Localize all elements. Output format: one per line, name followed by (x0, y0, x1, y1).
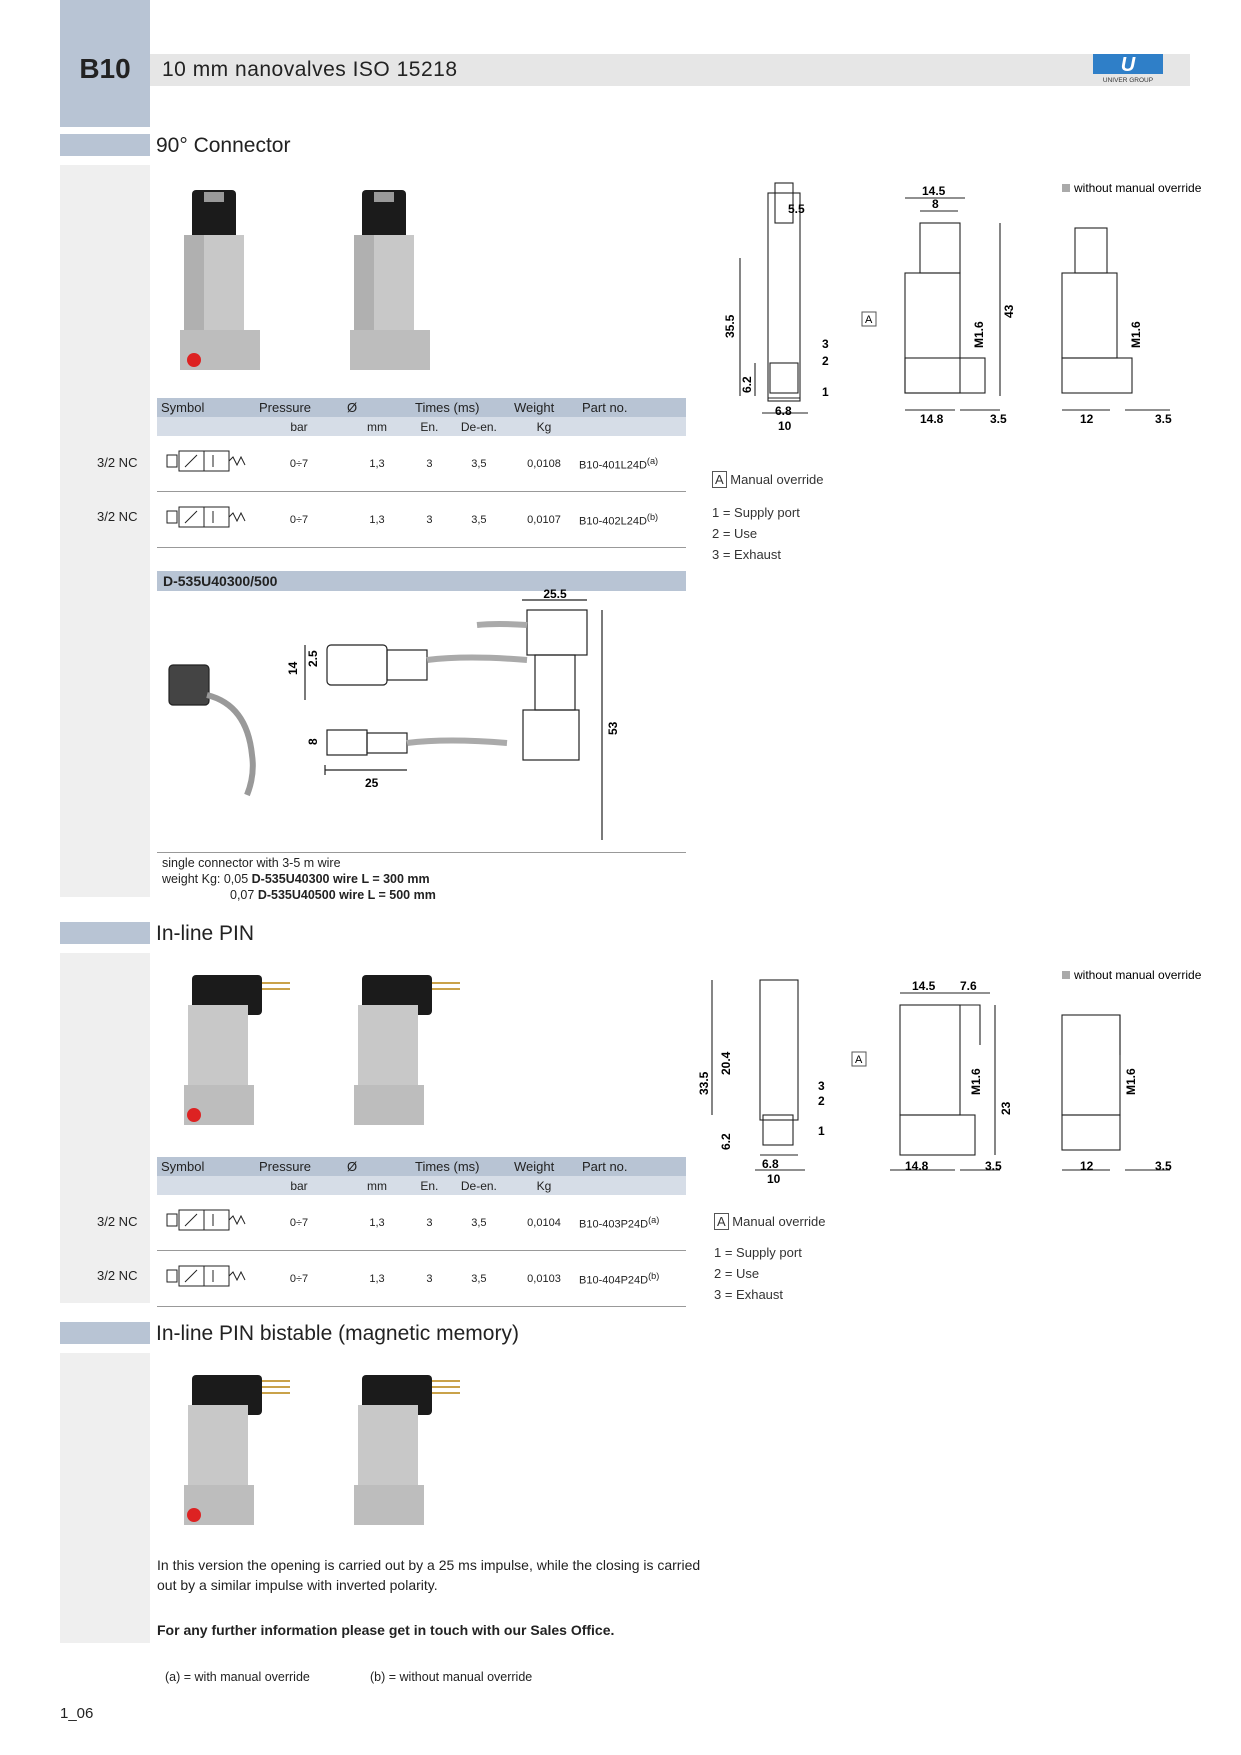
legend-supply: 1 = Supply port (712, 505, 800, 520)
bistable-description: In this version the opening is carried out by a 25 ms impulse, while the closing is carried out by a similar impulse with inverted polarity. (157, 1557, 701, 1593)
legend-use: 2 = Use (714, 1266, 760, 1281)
svg-text:33.5: 33.5 (697, 1071, 711, 1095)
col-diameter: Ø (343, 398, 411, 417)
section-3-sidebar (60, 1353, 150, 1643)
diameter-value: 1,3 (343, 436, 411, 492)
table-row: 0÷7 1,3 3 3,5 0,0103 $B10-404P24D^{(b)}$ (157, 1251, 686, 1307)
dim-2-5: 2.5 (306, 650, 320, 667)
svg-text:6.8: 6.8 (762, 1157, 779, 1171)
svg-text:14.5: 14.5 (922, 184, 946, 198)
sub-kg: Kg (510, 417, 578, 436)
svg-text:1: 1 (818, 1124, 825, 1138)
svg-text:5.5: 5.5 (788, 202, 805, 216)
col-part: Part no. (578, 398, 686, 417)
valve-photo-bistable (180, 1365, 480, 1535)
col-times: Times (ms) (411, 398, 510, 417)
part-no: $B10-404P24D^{(b)}$ (578, 1251, 686, 1307)
without-override-label: without manual override (1074, 181, 1202, 195)
svg-text:2: 2 (822, 354, 829, 368)
diameter-value: 1,3 (343, 492, 411, 548)
sub-mm: mm (343, 417, 411, 436)
svg-text:M1.6: M1.6 (1129, 321, 1143, 348)
svg-text:12: 12 (1080, 412, 1094, 426)
svg-text:3: 3 (818, 1079, 825, 1093)
legend-supply: 1 = Supply port (714, 1245, 802, 1260)
section-code-tab (60, 0, 150, 127)
sub-deen: De-en. (448, 417, 510, 436)
section-tab-2 (60, 922, 150, 944)
dimension-drawing-inline-pin (697, 965, 1202, 1186)
connector-note: single connector with 3-5 m wire (162, 856, 341, 870)
table-row (157, 492, 686, 548)
svg-text:3.5: 3.5 (1155, 412, 1172, 426)
svg-text:20.4: 20.4 (719, 1051, 733, 1075)
svg-text:14.5: 14.5 (912, 979, 936, 993)
page-number: 1_06 (60, 1705, 94, 1722)
pressure-value: 0÷7 (255, 492, 343, 548)
deen-value: 3,5 (448, 436, 510, 492)
svg-text:6.2: 6.2 (740, 376, 754, 393)
svg-text:23: 23 (999, 1101, 1013, 1115)
legend-use: 2 = Use (712, 526, 758, 541)
en-value: 3 (411, 492, 448, 548)
svg-text:without manual override: without manual override (1074, 968, 1202, 982)
connector-weight-1: weight Kg: 0,05 D-535U40300 wire L = 300 mm (162, 872, 430, 886)
table-row: 0÷7 1,3 3 3,5 0,0104 $B10-403P24D^{(a)}$ (157, 1195, 686, 1251)
svg-text:14.8: 14.8 (905, 1159, 929, 1173)
valve-symbol-icon (157, 1251, 255, 1307)
svg-text:12: 12 (1080, 1159, 1094, 1173)
manual-override-label: A Manual override (714, 1214, 826, 1229)
svg-text:M1.6: M1.6 (972, 321, 986, 348)
logo-text: UNIVER GROUP (1102, 77, 1154, 84)
section-tab-3 (60, 1322, 150, 1344)
col-pressure: Pressure (255, 398, 343, 417)
connector-drawing (157, 587, 686, 845)
svg-text:A: A (865, 314, 873, 326)
sub-en: En. (411, 417, 448, 436)
en-value: 3 (411, 436, 448, 492)
svg-text:3.5: 3.5 (1155, 1159, 1172, 1173)
divider (157, 852, 686, 853)
svg-text:10: 10 (778, 419, 792, 433)
section-2-sidebar (60, 953, 150, 1303)
connector-weight-2: 0,07 D-535U40500 wire L = 500 mm (230, 888, 436, 902)
sub-bar: bar (255, 417, 343, 436)
row-label: 3/2 NC (97, 1214, 138, 1229)
valve-symbol-icon (157, 492, 255, 548)
svg-text:1: 1 (822, 385, 829, 399)
dim-53: 53 (606, 721, 620, 735)
svg-text:35.5: 35.5 (723, 314, 737, 338)
row-label: 3/2 NC (97, 1268, 138, 1283)
svg-text:6.2: 6.2 (719, 1133, 733, 1150)
svg-text:3.5: 3.5 (985, 1159, 1002, 1173)
valve-symbol-icon (157, 1195, 255, 1251)
dimension-drawing-90-connector (700, 178, 1202, 433)
valve-photo-inline-pin (180, 965, 480, 1135)
dim-25-5: 25.5 (543, 587, 567, 601)
svg-text:2: 2 (818, 1094, 825, 1108)
dim-8: 8 (306, 738, 320, 745)
weight-value: 0,0108 (510, 436, 578, 492)
svg-text:7.6: 7.6 (960, 979, 977, 993)
table-row (157, 436, 686, 492)
section-title-bistable: In-line PIN bistable (magnetic memory) (156, 1322, 519, 1345)
section-code: B10 (79, 52, 131, 84)
svg-text:M1.6: M1.6 (1124, 1068, 1138, 1095)
svg-text:8: 8 (932, 197, 939, 211)
spec-table-inline-pin: Symbol Pressure Ø Times (ms) Weight Part no. bar mm En. De-en. Kg 0÷7 1,3 3 3,5 0,0104 $B10-403P24D^{(a)}$ 0÷7 1,3 3 3,5 0,0103 $B10-404P24D^{(b)}$ (157, 1157, 686, 1307)
section-title-inline-pin: In-line PIN (156, 922, 255, 945)
section-title-90-connector: 90° Connector (156, 134, 291, 157)
part-no: $B10-403P24D^{(a)}$ (578, 1195, 686, 1251)
svg-text:A: A (855, 1054, 863, 1066)
part-no: $B10-402L24D^{(b)}$ (578, 492, 686, 548)
dim-14: 14 (286, 661, 300, 675)
svg-text:M1.6: M1.6 (969, 1068, 983, 1095)
col-symbol: Symbol (157, 398, 255, 417)
univer-logo (1093, 54, 1163, 84)
svg-text:3: 3 (822, 337, 829, 351)
row-label: 3/2 NC (97, 509, 138, 524)
part-no: $B10-401L24D^{(a)}$ (578, 436, 686, 492)
pressure-value: 0÷7 (255, 436, 343, 492)
svg-text:43: 43 (1002, 304, 1016, 318)
deen-value: 3,5 (448, 492, 510, 548)
legend-exhaust: 3 = Exhaust (712, 547, 782, 562)
section-tab-1 (60, 134, 150, 156)
manual-override-label: A Manual override (712, 472, 824, 487)
dim-25: 25 (365, 776, 379, 790)
svg-text:6.8: 6.8 (775, 404, 792, 418)
legend-exhaust: 3 = Exhaust (714, 1287, 784, 1302)
footnote-b: (b) = without manual override (370, 1670, 533, 1684)
section-1-sidebar (60, 165, 150, 897)
col-weight: Weight (510, 398, 578, 417)
spec-table-90-connector (157, 398, 686, 548)
valve-photo-90-connector (180, 180, 480, 380)
svg-text:U: U (1120, 54, 1136, 76)
page-title: 10 mm nanovalves ISO 15218 (162, 58, 458, 81)
weight-value: 0,0107 (510, 492, 578, 548)
svg-text:14.8: 14.8 (920, 412, 944, 426)
connector-title: D-535U40300/500 (157, 571, 686, 591)
svg-text:3.5: 3.5 (990, 412, 1007, 426)
row-label: 3/2 NC (97, 455, 138, 470)
svg-text:10: 10 (767, 1172, 781, 1186)
valve-symbol-icon (157, 436, 255, 492)
contact-note: For any further information please get in touch with our Sales Office. (157, 1622, 615, 1638)
footnote-a: (a) = with manual override (165, 1670, 310, 1684)
